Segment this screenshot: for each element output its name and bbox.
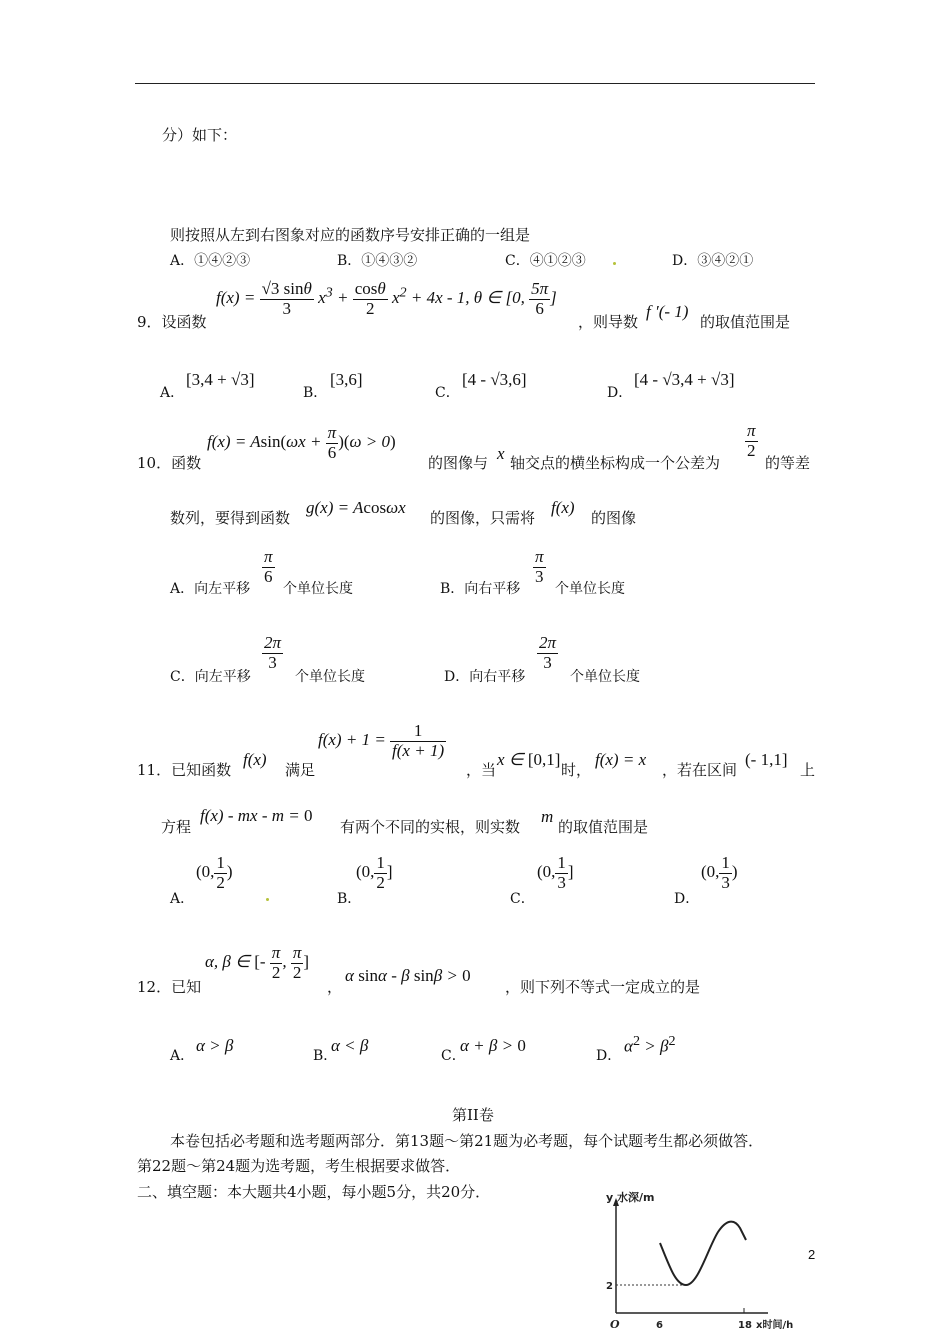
q9-tail: 的取值范围是 xyxy=(700,313,791,331)
q12-option-c: α + β > 0 xyxy=(460,1036,526,1055)
q11-number: 11．已知函数 xyxy=(137,761,232,779)
q10-option-c-unit: 个单位长度 xyxy=(295,669,365,685)
part2-intro-line2: 第22题～第24题为选考题，考生根据要求做答． xyxy=(137,1157,461,1175)
q11-line2b: 有两个不同的实根，则实数 xyxy=(340,818,521,836)
q10-function-formula: f(x) = Asin(ωx + $\frac{\pi}{6}$ )(ω > 0) xyxy=(207,423,396,462)
q12-inequality: α sinα - β sinβ > 0 xyxy=(345,966,471,985)
q10-x-var: x xyxy=(497,444,505,463)
q11-f: f(x) xyxy=(243,750,267,769)
q11-fx-eq-x: f(x) = x xyxy=(595,750,647,769)
graph-origin: O xyxy=(610,1318,620,1331)
q10-line2c: 的图像 xyxy=(591,509,637,527)
q12-option-b: α < β xyxy=(331,1036,369,1055)
graph-x-label: x时间/h xyxy=(756,1320,794,1331)
q11-interval-value: (- 1,1] xyxy=(745,750,788,769)
q11-interval: ，若在区间 xyxy=(662,761,738,779)
q11-domain: x ∈ [0,1] xyxy=(497,750,561,769)
q10-option-d-label: D．向右平移 xyxy=(444,669,526,685)
part2-title: 第II卷 xyxy=(452,1106,494,1124)
q9-number: 9．设函数 xyxy=(137,313,207,331)
q12-option-d: $\alpha^2 > \beta^2$ xyxy=(624,1033,676,1056)
header-rule xyxy=(135,83,815,84)
part2-intro-line1: 本卷包括必考题和选考题两部分．第13题～第21题为必考题，每个试题考生都必须做答． xyxy=(170,1132,764,1150)
q10-option-a-label: A．向左平移 xyxy=(170,581,251,597)
q8-option-a: A．①④②③ xyxy=(170,253,251,269)
q10-option-b-value: $\frac{\pi}{3}$ xyxy=(535,547,544,586)
q10-option-b-label: B．向右平移 xyxy=(440,581,521,597)
graph-y-label: y 水深/m xyxy=(606,1191,655,1204)
q11-option-d: (0, $\frac{1}{3}$ ) xyxy=(701,853,738,892)
q11-satisfy: 满足 xyxy=(285,761,316,779)
q10-number: 10．函数 xyxy=(137,454,202,472)
q12-option-d-label: D． xyxy=(596,1048,622,1064)
q8-continuation: 分）如下： xyxy=(162,126,238,144)
q9-option-d: [4 - √3,4 + √3] xyxy=(634,370,735,389)
q9-option-c-label: C． xyxy=(435,385,460,401)
q12-option-a: α > β xyxy=(196,1036,234,1055)
q9-after: ，则导数 xyxy=(578,313,639,331)
q10-line2b: 的图像，只需将 xyxy=(430,509,536,527)
q9-option-c: [4 - √3,6] xyxy=(462,370,527,389)
q8-stem: 则按照从左到右图象对应的函数序号安排正确的一组是 xyxy=(170,226,531,244)
q11-option-a: (0, $\frac{1}{2}$ ) xyxy=(196,853,233,892)
graph-y-tick-2: 2 xyxy=(606,1281,613,1292)
q12-condition: α, β ∈ [- $\frac{\pi}{2}$ , $\frac{\pi}{2}$ ] xyxy=(205,943,310,982)
q9-option-b: [3,6] xyxy=(330,370,363,389)
q10-option-d-unit: 个单位长度 xyxy=(570,669,640,685)
speck-mark xyxy=(266,898,269,901)
q9-function-formula: f(x) = $\frac{√3 \sin\theta}{3}$ $x^3$ + $\frac{\cos\theta}{2}$ $x^2 + 4x - 1$, θ ∈ [0, $\frac{5\pi}{6}$ ] xyxy=(216,279,557,318)
depth-curve xyxy=(660,1222,746,1285)
q12-comma: ， xyxy=(327,978,343,996)
q11-when: ，当 xyxy=(466,761,497,779)
q12-number: 12．已知 xyxy=(137,978,202,996)
q11-option-b-label: B． xyxy=(337,891,362,907)
q11-m: m xyxy=(541,807,554,826)
q10-g-formula: g(x) = Acosωx xyxy=(306,498,406,517)
speck-mark xyxy=(613,262,616,265)
q10-f-ref: f(x) xyxy=(551,498,575,517)
q11-equation: f(x) - mx - m = 0 xyxy=(200,806,313,825)
page-number: 2 xyxy=(808,1247,816,1262)
q8-option-c: C．④①②③ xyxy=(505,253,586,269)
q10-option-a-unit: 个单位长度 xyxy=(283,581,353,597)
q11-option-a-label: A． xyxy=(170,891,195,907)
q10-option-d-value: $\frac{2\pi}{3}$ xyxy=(539,633,557,672)
q11-condition-formula: f(x) + 1 = $\frac{1}{f(x + 1)}$ xyxy=(318,721,445,760)
q10-tail: 的等差 xyxy=(765,454,811,472)
q10-mid: 的图像与 xyxy=(428,454,489,472)
q10-option-c-label: C．向左平移 xyxy=(170,669,251,685)
q9-option-a-label: A． xyxy=(160,385,185,401)
q12-option-b-label: B． xyxy=(313,1048,338,1064)
q10-pi-half: $\frac{\pi}{2}$ xyxy=(747,421,756,460)
q10-mid2: 轴交点的横坐标构成一个公差为 xyxy=(510,454,721,472)
q12-tail: ，则下列不等式一定成立的是 xyxy=(505,978,701,996)
q9-option-d-label: D． xyxy=(607,385,633,401)
fill-in-section-header: 二、填空题：本大题共4小题，每小题5分，共20分． xyxy=(137,1183,491,1201)
q12-option-a-label: A． xyxy=(170,1048,195,1064)
q12-option-c-label: C． xyxy=(441,1048,466,1064)
graph-x-tick-6: 6 xyxy=(656,1320,663,1331)
q11-time: 时， xyxy=(561,761,592,779)
q11-option-c: (0, $\frac{1}{3}$ ] xyxy=(537,853,574,892)
graph-x-tick-18: 18 xyxy=(738,1320,752,1331)
q11-option-c-label: C． xyxy=(510,891,535,907)
q10-option-a-value: $\frac{\pi}{6}$ xyxy=(264,547,273,586)
q9-option-a: [3,4 + √3] xyxy=(186,370,255,389)
q9-option-b-label: B． xyxy=(303,385,328,401)
q8-option-b: B．①④③② xyxy=(337,253,418,269)
q10-option-c-value: $\frac{2\pi}{3}$ xyxy=(264,633,282,672)
q11-line2a: 方程 xyxy=(161,818,192,836)
q8-option-d: D．③④②① xyxy=(672,253,754,269)
q10-line2a: 数列，要得到函数 xyxy=(170,509,291,527)
q10-option-b-unit: 个单位长度 xyxy=(555,581,625,597)
q11-line2c: 的取值范围是 xyxy=(558,818,649,836)
q11-option-b: (0, $\frac{1}{2}$ ] xyxy=(356,853,393,892)
q9-derivative: f ′(- 1) xyxy=(646,302,689,321)
q11-up: 上 xyxy=(800,761,816,779)
water-depth-graph xyxy=(598,1188,810,1340)
q11-option-d-label: D． xyxy=(674,891,700,907)
